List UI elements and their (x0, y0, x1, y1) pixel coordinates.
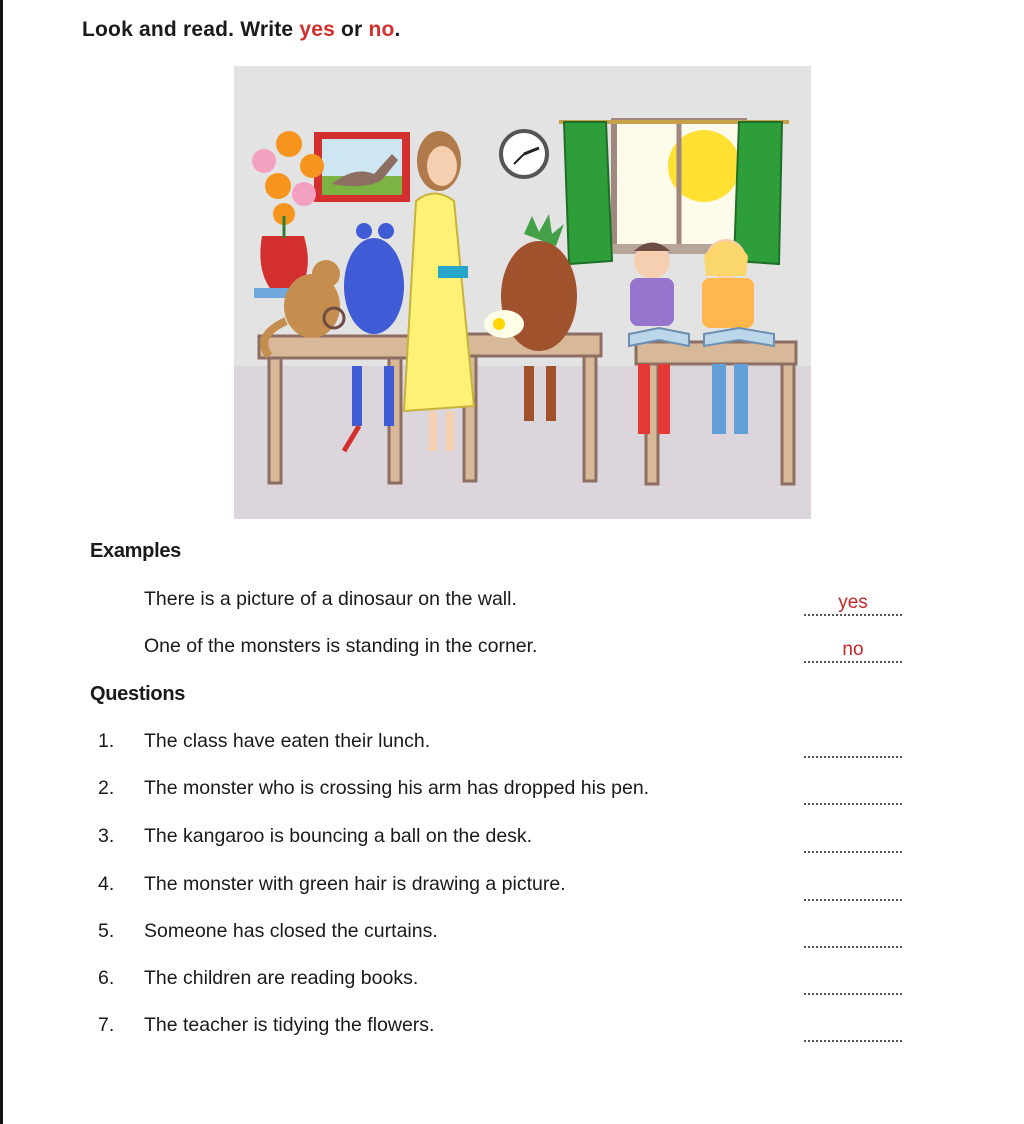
question-row-6 (90, 967, 902, 997)
classroom-illustration (234, 66, 811, 519)
example-text: One of the monsters is standing in the corner. (144, 635, 538, 657)
classroom-scene (234, 66, 811, 519)
question-row-5 (90, 920, 902, 950)
question-number: 1. (98, 730, 115, 752)
clock (501, 131, 547, 177)
answer-blank[interactable] (804, 979, 902, 995)
dinosaur-picture (314, 132, 410, 202)
title-yes: yes (299, 18, 335, 41)
example-text: There is a picture of a dinosaur on the wall. (144, 588, 517, 610)
question-text: The class have eaten their lunch. (144, 730, 431, 752)
question-text: The monster who is crossing his arm has dropped his pen. (144, 777, 650, 799)
question-number: 6. (98, 967, 115, 989)
question-number: 5. (98, 920, 115, 942)
examples-heading: Examples (90, 540, 181, 562)
answer-blank[interactable] (804, 932, 902, 948)
question-text: The monster with green hair is drawing a picture. (144, 873, 566, 895)
questions-heading: Questions (90, 683, 186, 705)
question-text: The children are reading books. (144, 967, 419, 989)
answer-blank[interactable] (804, 789, 902, 805)
example-row-1 (90, 588, 902, 618)
window (609, 121, 749, 254)
question-row-4 (90, 873, 902, 903)
question-text: Someone has closed the curtains. (144, 920, 438, 942)
question-number: 2. (98, 777, 115, 799)
question-text: The teacher is tidying the flowers. (144, 1014, 435, 1036)
page-edge (0, 0, 3, 1124)
example-answer: yes (804, 600, 902, 616)
question-row-2 (90, 777, 902, 807)
question-row-1 (90, 730, 902, 760)
example-answer: no (804, 647, 902, 663)
question-text: The kangaroo is bouncing a ball on the desk. (144, 825, 533, 847)
question-number: 7. (98, 1014, 115, 1036)
question-number: 3. (98, 825, 115, 847)
teacher (404, 131, 474, 451)
answer-blank[interactable] (804, 1026, 902, 1042)
title-no: no (368, 18, 395, 41)
answer-blank[interactable] (804, 885, 902, 901)
question-row-7 (90, 1014, 902, 1044)
instruction-title: Look and read. Write yes or no. (82, 18, 401, 41)
question-number: 4. (98, 873, 115, 895)
answer-blank[interactable] (804, 837, 902, 853)
question-row-3 (90, 825, 902, 855)
example-row-2 (90, 635, 902, 665)
answer-blank[interactable] (804, 742, 902, 758)
